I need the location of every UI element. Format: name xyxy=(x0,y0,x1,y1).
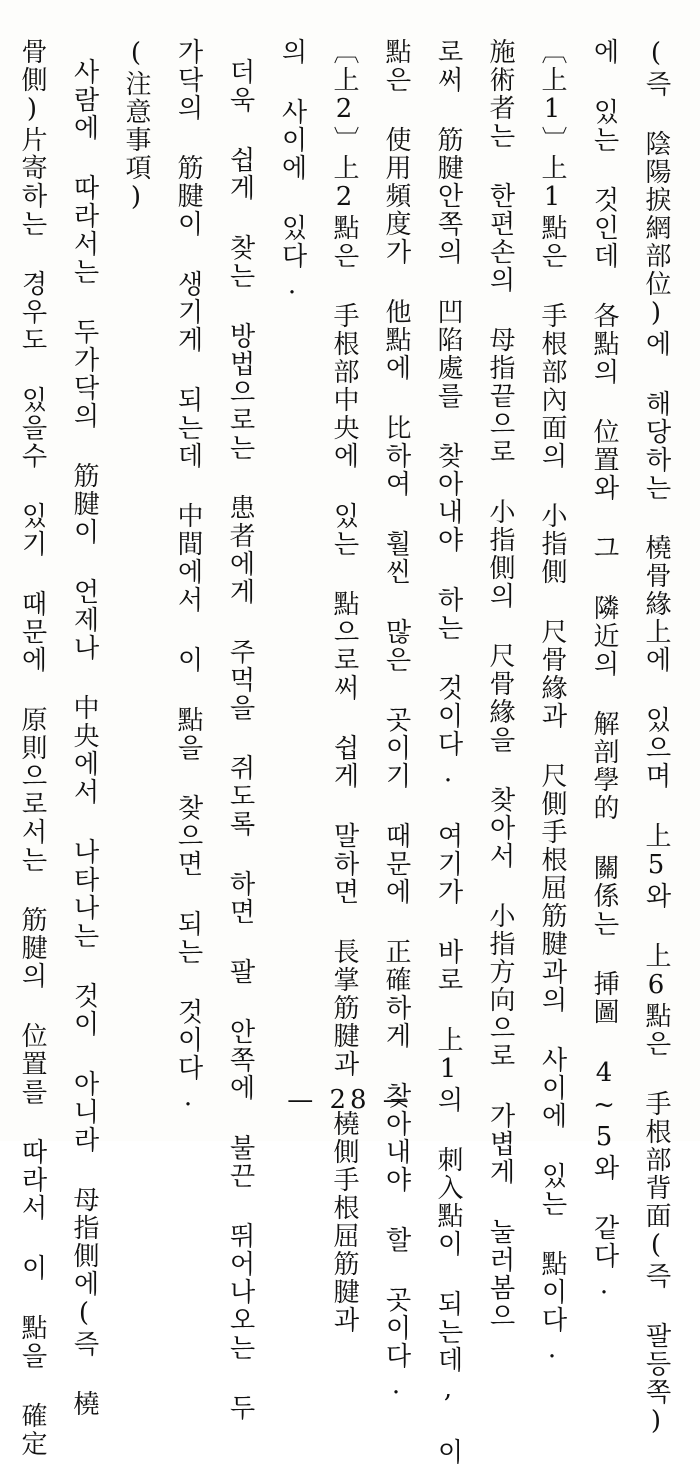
page-number: — 28 — xyxy=(287,1085,413,1115)
section-heading: (注意事項) xyxy=(121,38,151,214)
text-line: 〔上2〕上2點은 手根部中央에 있는 點으로써 쉽게 말하면 長掌筋腱과 橈側手根屈筋腱과 xyxy=(329,38,359,1334)
text-line: 骨側)片寄하는 경우도 있을수 있기 때문에 原則으로서는 筋腱의 位置를 따라서 이 點을 確定 xyxy=(17,38,47,1458)
text-line: 로써 筋腱안쪽의 凹陷處를 찾아내야 하는 것이다. 여기가 바로 上1의 刺入點이 되는데, 이 xyxy=(433,38,463,1466)
text-line: 의 사이에 있다. xyxy=(277,38,307,302)
text-line: 施術者는 한편손의 母指끝으로 小指側의 尺骨緣을 찾아서 小指方向으로 가볍게 눌러봄으 xyxy=(485,38,515,1330)
text-line: 사람에 따라서는 두가닥의 筋腱이 언제나 中央에서 나타나는 것이 아니라 母指側에(즉 橈 xyxy=(69,58,99,1418)
text-line: 〔上1〕上1點은 手根部內面의 小指側 尺骨緣과 尺側手根屈筋腱과의 사이에 있는 點이다. xyxy=(537,38,567,1366)
text-line: (즉 陰陽捩網部位)에 해당하는 橈骨緣上에 있으며 上5와 上6點은 手根部背面(즉 팔등쪽) xyxy=(641,38,671,1438)
text-line: 가닥의 筋腱이 생기게 되는데 中間에서 이 點을 찾으면 되는 것이다. xyxy=(173,38,203,1114)
text-line: 더욱 쉽게 찾는 방법으로는 患者에게 주먹을 쥐도록 하면 팔 안쪽에 불끈 뛰어나오는 두 xyxy=(225,58,255,1422)
text-line: 點은 使用頻度가 他點에 比하여 훨씬 많은 곳이기 때문에 正確하게 찾아내야 할 곳이다. xyxy=(381,38,411,1402)
text-line: 에 있는 것인데 各點의 位置와 그 隣近의 解剖學的 關係는 挿圖 4~5와 같다. xyxy=(589,38,619,1302)
